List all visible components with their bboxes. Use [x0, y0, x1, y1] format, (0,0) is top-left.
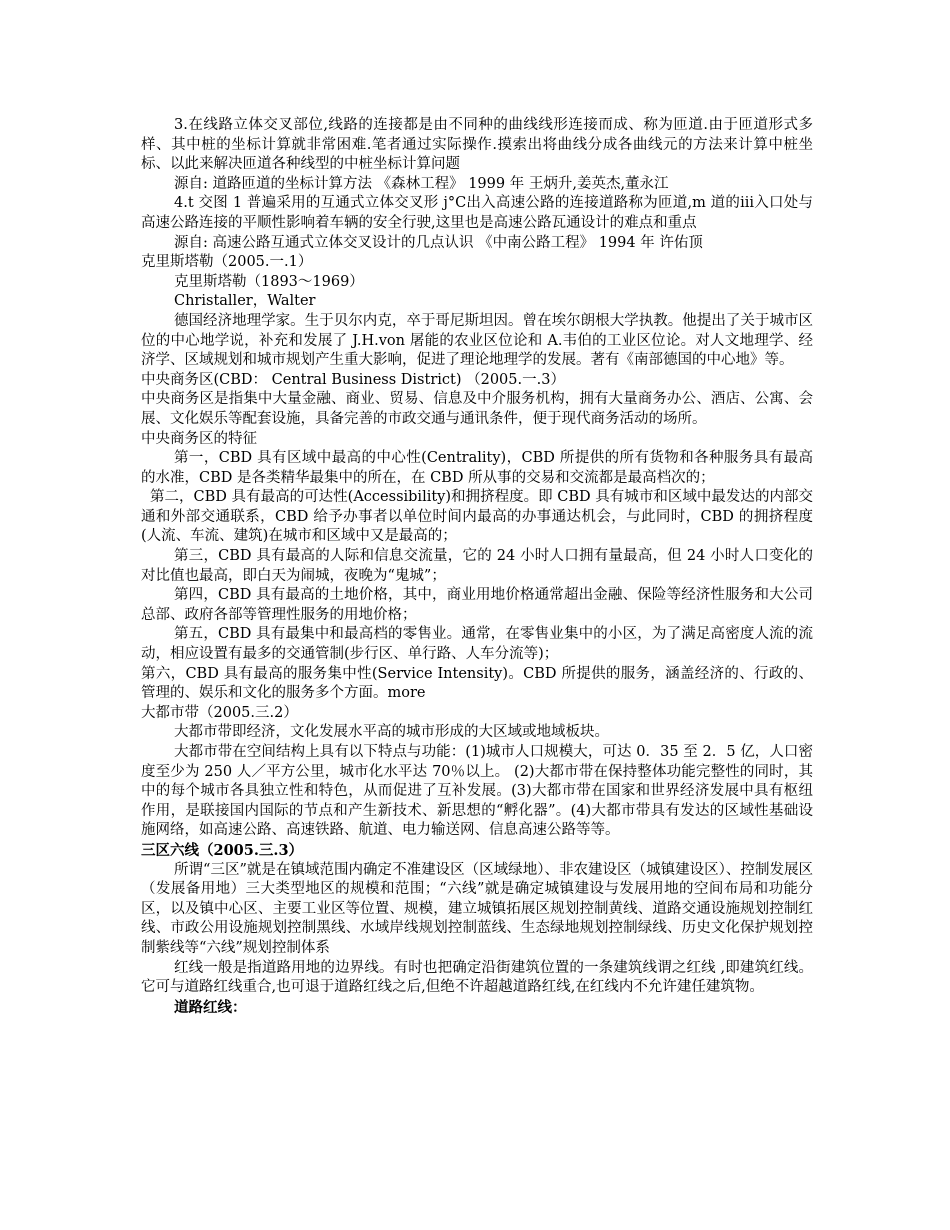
cbd-feature-6: 第六，CBD 具有最高的服务集中性(Service Intensity)。CBD 所提供的服务，涵盖经济的、行政的、管理的、娱乐和文化的服务多个方面。more [141, 665, 813, 702]
megalopolis-definition: 大都市带即经济，文化发展水平高的城市形成的大区域或地域板块。 [174, 724, 609, 741]
source-citation: 源自: 道路匝道的坐标计算方法 《森林工程》 1999 年 王炳升,姜英杰,董永江 [174, 175, 669, 192]
red-line-definition: 红线一般是指道路用地的边界线。有时也把确定沿街建筑位置的一条建筑线谓之红线 ,即建筑红线。它可与道路红线重合,也可退于道路红线之后,但绝不许超越道路红线,在红线内不允许建任建筑物。 [141, 959, 813, 996]
source-citation: 源自: 高速公路互通式立体交叉设计的几点认识 《中南公路工程》 1994 年 许佑顶 [174, 234, 703, 251]
christaller-dates: 克里斯塔勒（1893～1969） [174, 273, 364, 290]
christaller-name: Christaller，Walter [174, 293, 316, 310]
christaller-bio: 德国经济地理学家。生于贝尔内克，卒于哥尼斯坦因。曾在埃尔朗根大学执教。他提出了关于城市区位的中心地学说，补充和发展了 J.H.von 屠能的农业区位论和 A.韦伯的工业区位论。对人文地理学、经济学、区域规划和城市规划产生重大影响，促进了理论地理学的发展。著有《南部德国的中心地》等。 [141, 312, 813, 369]
ramp-paragraph: 3.在线路立体交叉部位,线路的连接都是由不同种的曲线线形连接而成、称为匝道.由于匝道形式多样、其中桩的坐标计算就非常困难.笔者通过实际操作.摸索出将曲线分成各曲线元的方法来计算中桩坐标、以此来解决匝道各种线型的中桩坐标计算问题 [141, 117, 813, 173]
three-zones-six-lines-definition: 所谓“三区”就是在镇域范围内确定不准建设区（区域绿地）、非农建设区（城镇建设区）、控制发展区（发展备用地）三大类型地区的规模和范围；“六线”就是确定城镇建设与发展用地的空间布局和功能分区，以及镇中心区、主要工业区等位置、规模，建立城镇拓展区规划控制黄线、道路交通设施规划控制红线、市政公用设施规划控制黑线、水域岸线规划控制蓝线、生态绿地规划控制绿线、历史文化保护规划控制紫线等“六线”规划控制体系 [141, 861, 813, 956]
cbd-feature-5: 第五，CBD 具有最集中和最高档的零售业。通常，在零售业集中的小区，为了满足高密度人流的流动，相应设置有最多的交通管制(步行区、单行路、人车分流等)； [141, 626, 813, 663]
cbd-feature-3: 第三，CBD 具有最高的人际和信息交流量，它的 24 小时人口拥有量最高，但 24 小时人口变化的对比值也最高，即白天为闹城，夜晚为“鬼城”； [141, 548, 813, 584]
cbd-definition: 中央商务区是指集中大量金融、商业、贸易、信息及中介服务机构，拥有大量商务办公、酒店、公寓、会展、文化娱乐等配套设施，具备完善的市政交通与通讯条件，便于现代商务活动的场所。 [141, 391, 813, 427]
interchange-paragraph: 4.t 交图 1 普遍采用的互通式立体交叉形 j°C出入高速公路的连接道路称为匝道,m 道的iii入口处与高速公路连接的平顺性影响着车辆的安全行驶,这里也是高速公路瓦通设计的难点和重点 [141, 195, 813, 231]
megalopolis-features: 大都市带在空间结构上具有以下特点与功能：(1)城市人口规模大，可达 0．35 至 2．5 亿，人口密度至少为 250 人／平方公里，城市化水平达 70％以上。 (2)大都市带在保持整体功能完整性的同时，其中的每个城市各具独立性和特色，从而促进了互补发展。(3)大都市带在国家和世界经济发展中具有枢纽作用，是联接国内国际的节点和产生新技术、新思想的“孵化器”。(4)大都市带具有发达的区域性基础设施网络，如高速公路、高速铁路、航道、电力输送网、信息高速公路等等。 [141, 744, 813, 839]
term-heading-cbd: 中央商务区(CBD： Central Business District) （2005.一.3） [141, 371, 565, 388]
term-heading-christaller: 克里斯塔勒（2005.一.1） [141, 254, 313, 271]
cbd-feature-1: 第一，CBD 具有区域中最高的中心性(Centrality)，CBD 所提供的所有货物和各种服务具有最高的水准，CBD 是各类精华最集中的所在，在 CBD 所从事的交易和交流都是最高档次的； [141, 450, 813, 486]
road-red-line-heading: 道路红线： [174, 998, 247, 1016]
cbd-features-heading: 中央商务区的特征 [141, 430, 257, 447]
term-heading-three-zones-six-lines: 三区六线（2005.三.3） [141, 841, 304, 859]
document-page [141, 116, 813, 1017]
cbd-feature-4: 第四，CBD 具有最高的土地价格，其中，商业用地价格通常超出金融、保险等经济性服务和大公司总部、政府各部等管理性服务的用地价格； [141, 587, 813, 623]
cbd-feature-2: 第二，CBD 具有最高的可达性(Accessibility)和拥挤程度。即 CBD 具有城市和区域中最发达的内部交通和外部交通联系，CBD 给予办事者以单位时间内最高的办事通达机会，与此同时，CBD 的拥挤程度(人流、车流、建筑)在城市和区域中又是最高的； [141, 489, 813, 545]
term-heading-megalopolis: 大都市带（2005.三.2） [141, 704, 298, 721]
